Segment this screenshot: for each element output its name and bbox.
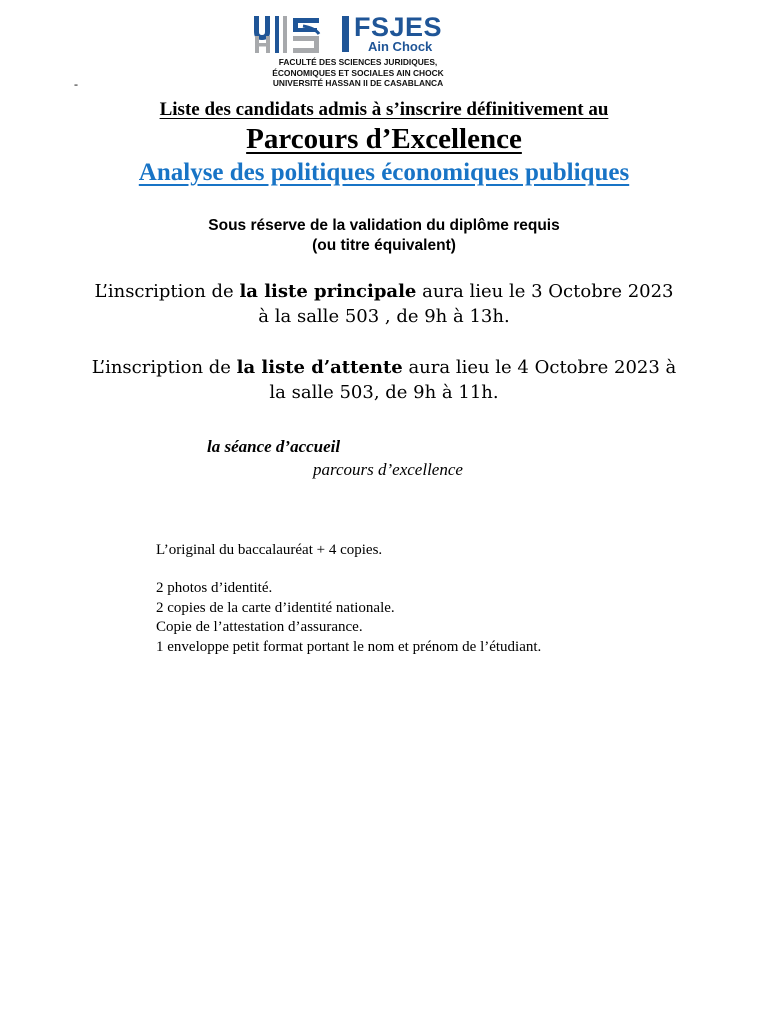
- logo-subtitle: Ain Chock: [368, 39, 433, 54]
- main-list-prefix: L’inscription de: [94, 281, 240, 302]
- document-item: 2 photos d’identité.: [156, 580, 273, 597]
- validation-note: [0, 216, 768, 256]
- document-spacer: [156, 560, 541, 579]
- page-title: Parcours d’Excellence: [246, 123, 522, 155]
- fsjes-emblem-icon: [253, 14, 339, 54]
- waiting-list-line: [0, 355, 768, 380]
- main-list-date: aura lieu le 3 Octobre 2023: [416, 281, 674, 302]
- document-item: L’original du baccalauréat + 4 copies.: [156, 542, 383, 558]
- document-item: Copie de l’attestation d’assurance.: [156, 619, 363, 636]
- document-item: 1 enveloppe petit format portant le nom et prénom de l’étudiant.: [156, 638, 542, 655]
- logo-name: FSJES: [354, 12, 443, 42]
- logo-caption-line: UNIVERSITÉ HASSAN II DE CASABLANCA: [272, 78, 444, 88]
- logo-caption-line: FACULTÉ DES SCIENCES JURIDIQUES,: [278, 57, 438, 67]
- waiting-list-date: aura lieu le 4 Octobre 2023 à: [402, 357, 677, 378]
- program-title: Analyse des politiques économiques publiques: [138, 159, 630, 186]
- welcome-session-line: la séance d’accueil: [207, 437, 341, 456]
- document-item: 2 copies de la carte d’identité nationale.: [156, 599, 395, 616]
- waiting-list-prefix: L’inscription de: [91, 357, 237, 378]
- faculty-logo: [253, 14, 463, 94]
- logo-caption-line: ÉCONOMIQUES ET SOCIALES AIN CHOCK: [272, 67, 444, 78]
- main-list-paragraph: [0, 279, 768, 329]
- waiting-list-bold: la liste d’attente: [236, 357, 403, 378]
- logo-divider: [342, 16, 349, 52]
- logo-caption: [247, 57, 469, 89]
- waiting-list-location: la salle 503, de 9h à 11h.: [269, 382, 499, 403]
- welcome-program-line: parcours d’excellence: [313, 460, 463, 479]
- main-list-location: à la salle 503 , de 9h à 13h.: [258, 306, 510, 327]
- validation-note-line: (ou titre équivalent): [312, 237, 456, 254]
- waiting-list-paragraph: [0, 355, 768, 405]
- list-heading: Liste des candidats admis à s’inscrire définitivement au: [159, 99, 609, 120]
- stray-dash: -: [74, 77, 78, 91]
- required-documents: [156, 541, 541, 657]
- main-list-line: [0, 279, 768, 304]
- validation-note-line: Sous réserve de la validation du diplôme requis: [208, 217, 560, 234]
- main-list-bold: la liste principale: [239, 281, 417, 302]
